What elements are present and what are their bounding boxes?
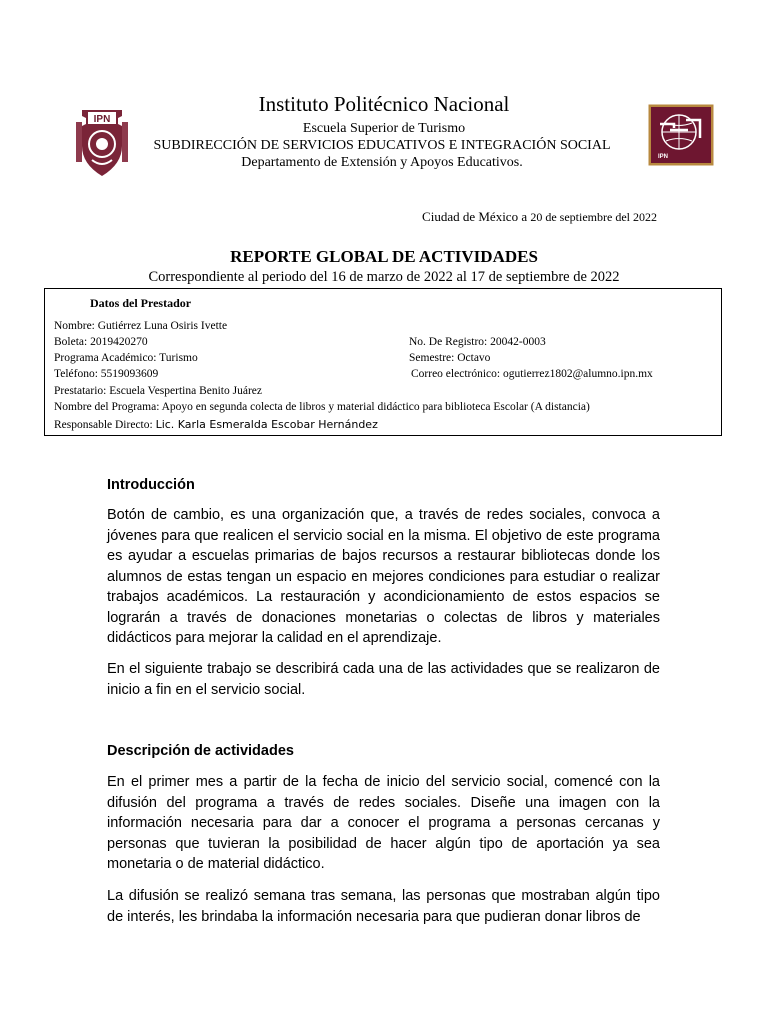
svg-text:IPN: IPN [658,154,669,160]
activities-heading: Descripción de actividades [107,743,294,759]
city-label: Ciudad de México a [422,209,528,224]
provider-name: Nombre: Gutiérrez Luna Osiris Ivette [54,320,228,332]
provider-responsable [54,418,378,431]
provider-telefono: Teléfono: 5519093609 [54,368,159,380]
report-period: Correspondiente al periodo del 16 de marzo de 2022 al 17 de septiembre de 2022 [148,269,620,285]
responsable-value: Lic. Karla Esmeralda Escobar Hernández [155,418,378,431]
activities-paragraph-2: La difusión se realizó semana tras semana, las personas que mostraban algún tipo de interés, les brindaba la información necesaria para que pudieran donar libros de [107,888,660,925]
provider-registro: No. De Registro: 20042-0003 [409,336,546,348]
provider-programa-academico: Programa Académico: Turismo [54,352,198,364]
provider-boleta: Boleta: 2019420270 [54,336,148,348]
activities-paragraph-2-wrap [107,886,660,927]
activities-paragraph-1: En el primer mes a partir de la fecha de inicio del servicio social, comencé con la difusión del programa a través de redes sociales. Diseñe una imagen con la información necesaria para dar a conocer el programa a personas cercanas y personas que tuvieran la posibilidad de hacer algún tipo de aportación ya sea monetaria o de material didáctico. [107,774,660,872]
subdirection-name: SUBDIRECCIÓN DE SERVICIOS EDUCATIVOS E INTEGRACIÓN SOCIAL [153,138,611,153]
provider-nombre-programa: Nombre del Programa: Apoyo en segunda colecta de libros y material didáctico para biblioteca Escolar (A distancia) [54,401,590,413]
responsable-label: Responsable Directo: [54,419,153,431]
date-value: 20 de septiembre del 2022 [530,210,657,224]
provider-prestatario: Prestatario: Escuela Vespertina Benito Juárez [54,385,262,397]
intro-paragraph-2: En el siguiente trabajo se describirá cada una de las actividades que se realizaron de inicio a fin en el servicio social. [107,661,660,698]
provider-data-box [44,288,722,436]
department-name: Departamento de Extensión y Apoyos Educativos. [241,155,523,170]
school-name: Escuela Superior de Turismo [302,121,466,136]
report-title: REPORTE GLOBAL DE ACTIVIDADES [230,247,538,266]
intro-paragraph-1-wrap [107,505,660,649]
activities-paragraph-1-wrap [107,772,660,875]
intro-heading: Introducción [107,477,195,493]
intro-paragraph-2-wrap [107,659,660,700]
intro-paragraph-1: Botón de cambio, es una organización que, a través de redes sociales, convoca a jóvenes para que realicen el servicio social en la misma. El objetivo de este programa es ayudar a escuelas primarias de bajos recursos a restaurar bibliotecas donde los alumnos de estas tengan un espacio en mejores condiciones para estudiar o realizar trabajos académicos. La restauración y acondicionamiento de estos espacios se lograrán a través de donaciones monetarias o colectas de libros y materiales didácticos para mejorar la calidad en el aprendizaje. [107,507,660,646]
place-date [422,209,657,225]
provider-correo: Correo electrónico: ogutierrez1802@alumno.ipn.mx [411,368,653,380]
svg-text:IPN: IPN [93,114,111,125]
intro-section [107,475,660,496]
institution-name: Instituto Politécnico Nacional [258,92,510,116]
provider-section-title: Datos del Prestador [90,296,192,310]
activities-section [107,741,660,762]
provider-semestre: Semestre: Octavo [409,352,491,364]
